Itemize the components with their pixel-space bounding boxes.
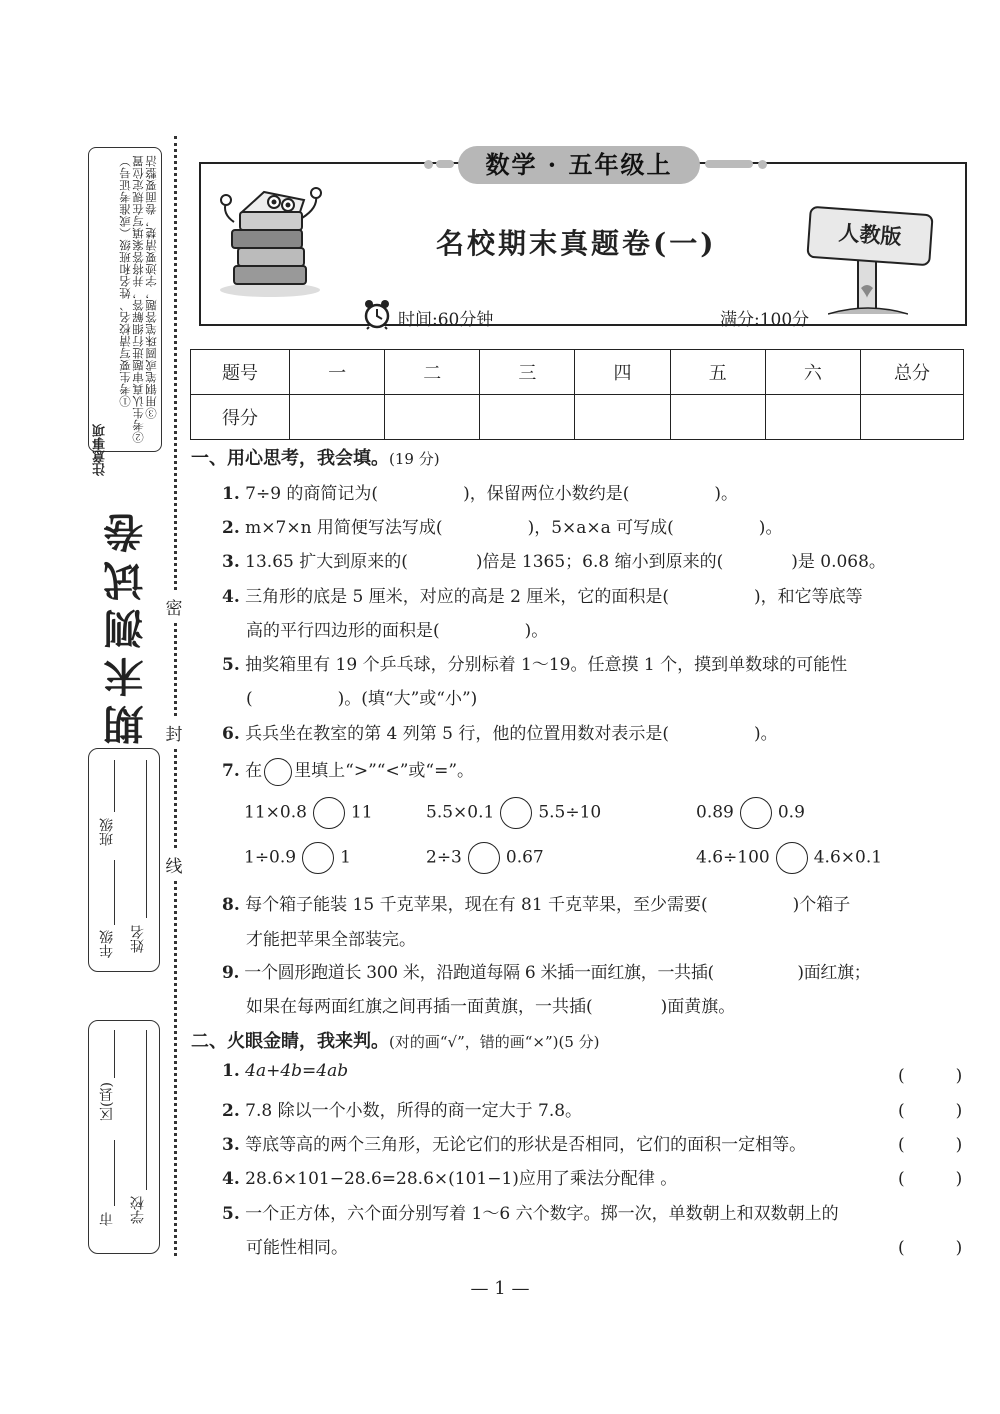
score-cell[interactable] [385,395,480,440]
question-text: 三角形的底是 5 厘米，对应的高是 2 厘米，它的面积是( )，和它等底等 [245,587,863,607]
compare-item-4 [244,842,351,874]
answer-paren[interactable]: ( ) [898,1238,963,1258]
column-header: 四 [575,350,670,395]
compare-right: 1 [340,847,351,868]
question-text: 在 [245,761,263,781]
question-number: 1. [222,1061,240,1081]
question-2-5 [222,1199,839,1224]
name-field[interactable] [146,760,147,918]
class-field[interactable] [114,760,115,812]
books-mascot-illustration [212,178,332,300]
row-label-question-no: 题号 [191,350,290,395]
question-text: 等底等高的两个三角形，无论它们的形状是否相同，它们的面积一定相等。 [245,1135,807,1155]
deco-bar [705,160,753,168]
compare-right: 4.6×0.1 [813,847,883,868]
seal-dotted-line [174,136,177,1256]
notice-line-1: ①考生要写清校名、姓名和班级（或准考证号） [118,155,132,407]
question-1-8-line-2: 才能把苹果全部装完。 [246,930,416,950]
subject-badge: 数学 · 五年级上 [458,146,700,184]
compare-left: 5.5×0.1 [426,802,495,823]
compare-left: 0.89 [696,802,734,823]
question-1-2 [222,513,782,538]
score-cell-total[interactable] [861,395,964,440]
question-1-4-line-2: 高的平行四边形的面积是( )。 [246,621,549,641]
question-text: 抽奖箱里有 19 个乒乓球，分别标着 1～19。任意摸 1 个，摸到单数球的可能性 [245,655,848,675]
question-number: 4. [222,587,240,607]
seal-char-feng: 封 [163,716,185,749]
compare-right: 11 [350,802,373,823]
question-1-5 [222,650,847,675]
city-field[interactable] [114,1140,115,1206]
full-score: 满分:100分 [720,310,810,330]
compare-item-6 [696,842,882,874]
page-number: — 1 — [470,1278,530,1299]
question-number: 2. [222,518,240,538]
compare-circle[interactable] [776,842,808,874]
question-number: 2. [222,1101,240,1121]
question-1-6 [222,719,778,744]
notice-title: 注意事项 [93,424,108,476]
compare-circle[interactable] [468,842,500,874]
question-1-1 [222,479,738,504]
compare-left: 2÷3 [426,847,462,868]
circle-blank-icon [264,758,292,786]
school-label: 学校 [130,1196,146,1224]
question-number: 7. [222,761,240,781]
score-table [190,349,964,440]
city-label: 市 [99,1212,115,1226]
clock-icon [362,298,392,330]
question-text: m×7×n 用简便写法写成( )，5×a×a 可写成( )。 [245,518,783,538]
compare-right: 5.5÷10 [538,802,602,823]
question-number: 3. [222,552,240,572]
score-cell[interactable] [765,395,860,440]
score-cell[interactable] [670,395,765,440]
question-text: 一个正方体，六个面分别写着 1～6 六个数字。掷一次，单数朝上和双数朝上的 [245,1204,839,1224]
seal-char-mi: 密 [163,590,185,623]
question-text: 4a+4b=4ab [245,1061,349,1081]
exam-title: 名校期末真题卷(一) [436,227,717,260]
section-1-heading [191,444,440,470]
section-2-heading [191,1027,600,1053]
question-number: 5. [222,1204,240,1224]
compare-left: 4.6÷100 [696,847,770,868]
answer-paren[interactable]: ( ) [898,1066,963,1086]
column-header: 二 [385,350,480,395]
class-label: 班级 [99,818,115,846]
section-2-points: (对的画“√”，错的画“×”)(5 分) [389,1033,600,1051]
compare-left: 1÷0.9 [244,847,297,868]
exam-type-title: 期末测试卷 [104,505,150,745]
question-2-1 [222,1061,348,1081]
compare-item-1 [244,797,373,829]
question-text: 一个圆形跑道长 300 米，沿跑道每隔 6 米插一面红旗，一共插( )面红旗； [244,963,871,983]
deco-dot [758,160,767,169]
question-number: 5. [222,655,240,675]
compare-item-2 [426,797,601,829]
district-label: 区(县) [99,1082,115,1121]
question-1-8 [222,890,850,915]
question-1-4 [222,582,863,607]
question-1-9 [222,958,871,983]
question-text: 兵兵坐在教室的第 4 列第 5 行，他的位置用数对表示是( )。 [245,724,778,744]
question-1-9-line-2: 如果在每两面红旗之间再插一面黄旗，一共插( )面黄旗。 [246,997,736,1017]
question-text: 每个箱子能装 15 千克苹果，现在有 81 千克苹果，至少需要( )个箱子 [245,895,851,915]
column-header: 六 [765,350,860,395]
section-2-title: 二、火眼金睛，我来判。 [191,1031,389,1052]
deco-dot [424,160,433,169]
question-text: 里填上“>”“<”或“=”。 [294,761,475,781]
compare-item-3 [696,797,805,829]
compare-left: 11×0.8 [244,802,307,823]
deco-bar [436,160,454,168]
section-1-points: (19 分) [389,450,440,468]
compare-item-5 [426,842,544,874]
question-1-7 [222,756,474,786]
score-cell[interactable] [575,395,670,440]
compare-right: 0.9 [777,802,805,823]
notice-line-3: ③用钢笔或圆珠笔答题，字迹要清楚，卷面要整洁 [144,155,158,419]
column-header: 一 [290,350,385,395]
question-number: 6. [222,724,240,744]
question-number: 8. [222,895,240,915]
question-number: 3. [222,1135,240,1155]
question-text: 7÷9 的商简记为( )，保留两位小数约是( )。 [245,484,738,504]
column-header: 五 [670,350,765,395]
district-field[interactable] [114,1030,115,1078]
compare-circle[interactable] [302,842,334,874]
grade-label: 年级 [99,930,115,958]
question-2-5-line-2: 可能性相同。 [246,1238,348,1258]
answer-paren[interactable]: ( ) [898,1101,963,1121]
question-1-5-line-2: ( )。(填“大”或“小”) [246,689,478,709]
table-row [191,350,964,395]
question-2-3 [222,1130,806,1155]
column-header-total: 总分 [861,350,964,395]
compare-circle[interactable] [500,797,532,829]
question-number: 9. [222,963,240,983]
question-2-2 [222,1096,582,1121]
compare-right: 0.67 [505,847,544,868]
section-1-title: 一、用心思考，我会填。 [191,448,389,469]
school-field[interactable] [146,1030,147,1190]
edition-sign: 人教版 [806,206,933,267]
grade-field[interactable] [114,860,115,925]
score-cell[interactable] [480,395,575,440]
question-text: 13.65 扩大到原来的( )倍是 1365；6.8 缩小到原来的( )是 0.068。 [245,552,886,572]
answer-paren[interactable]: ( ) [898,1135,963,1155]
score-cell[interactable] [290,395,385,440]
question-number: 4. [222,1169,240,1189]
column-header: 三 [480,350,575,395]
notice-line-2: ②考生认真审题进行细解答，并将答案填写在规定位置 [131,155,145,443]
answer-paren[interactable]: ( ) [898,1169,963,1189]
row-label-score: 得分 [191,395,290,440]
compare-circle[interactable] [313,797,345,829]
question-number: 1. [222,484,240,504]
exam-time: 时间:60分钟 [398,310,494,330]
question-2-4 [222,1164,677,1189]
name-label: 姓名 [130,925,146,953]
question-1-3 [222,547,886,572]
compare-circle[interactable] [740,797,772,829]
table-row [191,395,964,440]
question-text: 7.8 除以一个小数，所得的商一定大于 7.8。 [245,1101,583,1121]
question-text: 28.6×101−28.6=28.6×(101−1)应用了乘法分配律 。 [245,1169,678,1189]
seal-char-xian: 线 [163,848,185,881]
